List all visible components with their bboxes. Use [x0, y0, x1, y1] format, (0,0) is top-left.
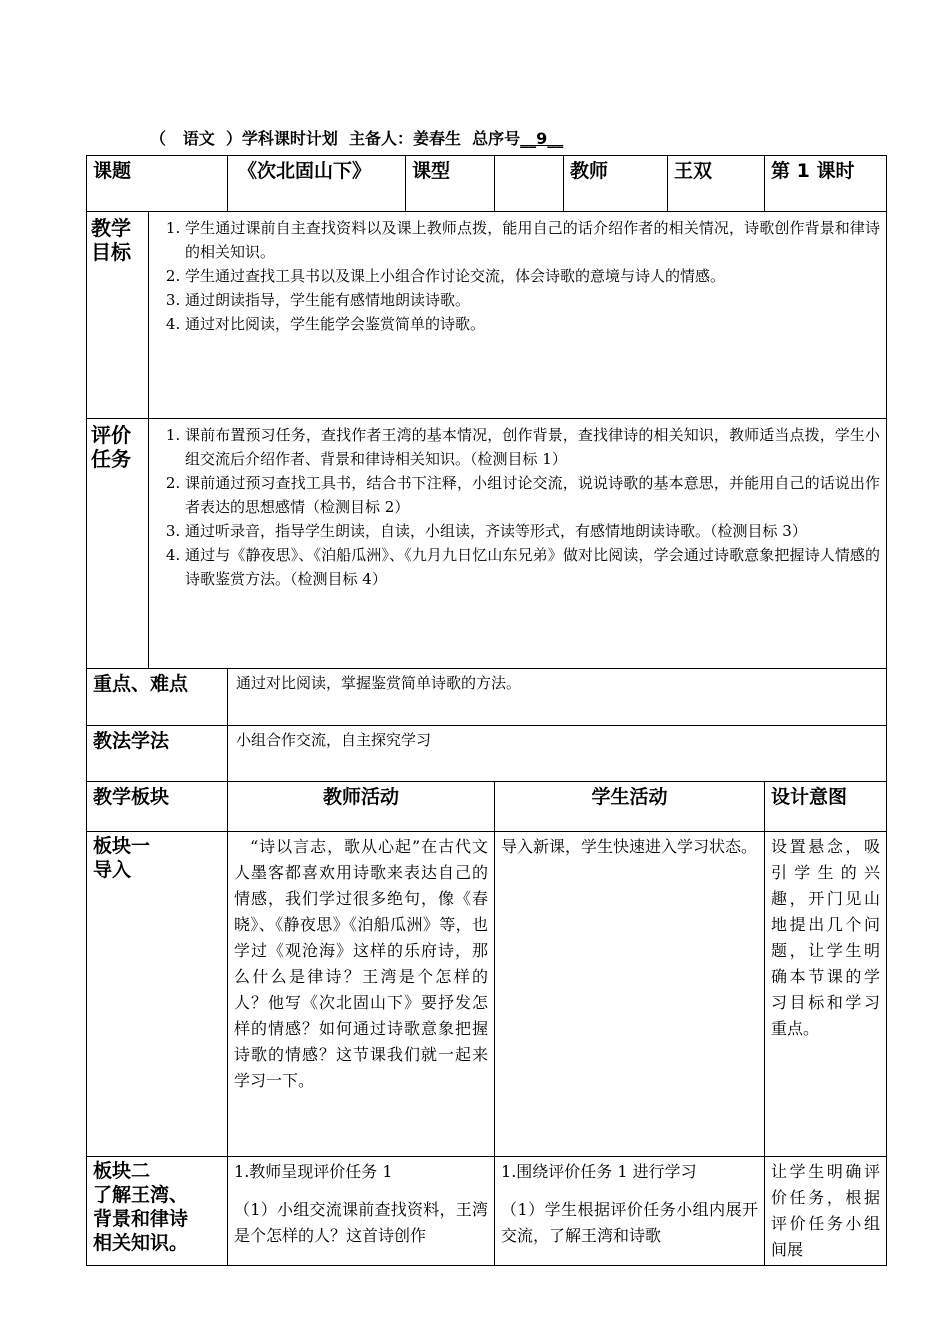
- method-value: 小组合作交流，自主探究学习: [228, 726, 887, 782]
- goals-label: 教学目标: [87, 212, 149, 419]
- task-item: 4. 通过与《静夜思》、《泊船瓜洲》、《九月九日忆山东兄弟》做对比阅读，学会通过诗歌意象把握诗人情感的诗歌鉴赏方法。（检测目标 4）: [185, 543, 880, 591]
- col-student-header: 学生活动: [495, 782, 765, 832]
- block-two-subtitle: 了解王湾、: [93, 1184, 189, 1206]
- student-step: 1.围绕评价任务 1 进行学习: [501, 1162, 697, 1181]
- block-one-row: [87, 832, 887, 1157]
- block-two-name: [87, 1157, 228, 1266]
- type-label: 课型: [406, 156, 495, 212]
- task-item: 1. 课前布置预习任务，查找作者王湾的基本情况，创作背景，查找律诗的相关知识，教师适当点拨，学生小组交流后介绍作者、背景和律诗相关知识。（检测目标 1）: [185, 423, 880, 471]
- goal-item: 3. 通过朗读指导，学生能有感情地朗读诗歌。: [185, 288, 880, 312]
- goals-content: [149, 212, 887, 419]
- header-prefix: （ 语文 ）学科课时计划 主备人：姜春生 总序号: [150, 129, 521, 148]
- task-item: 2. 课前通过预习查找工具书，结合书下注释，小组讨论交流，说说诗歌的基本意思，并能用自己的话说出作者表达的思想感情（检测目标 2）: [185, 471, 880, 519]
- block-one-student: 导入新课，学生快速进入学习状态。: [495, 832, 765, 1157]
- tasks-content: [149, 419, 887, 669]
- teacher-step: （1）小组交流课前查找资料，王湾是个怎样的人？这首诗创作: [234, 1200, 489, 1245]
- col-block-header: 教学板块: [87, 782, 228, 832]
- goal-item: 4. 通过对比阅读，学生能学会鉴赏简单的诗歌。: [185, 312, 880, 336]
- block-two-intent: 让学生明确评价任务，根据评价任务小组间展: [765, 1157, 887, 1266]
- goal-item: 2. 学生通过查找工具书以及课上小组合作讨论交流，体会诗歌的意境与诗人的情感。: [185, 264, 880, 288]
- sequence-number: __9__: [520, 129, 564, 148]
- tasks-label: 评价任务: [87, 419, 149, 669]
- block-two-subtitle: 背景和律诗: [93, 1208, 189, 1230]
- method-row: [87, 726, 887, 782]
- col-intent-header: 设计意图: [765, 782, 887, 832]
- key-points-row: [87, 669, 887, 726]
- lesson-number: 第 1 课时: [765, 156, 887, 212]
- block-one-title: 板块一: [93, 835, 151, 857]
- header-row: [87, 156, 887, 212]
- block-two-title: 板块二: [93, 1160, 151, 1182]
- lesson-plan-table: [86, 155, 887, 1266]
- col-teacher-header: 教师活动: [228, 782, 495, 832]
- document-header: [150, 126, 563, 149]
- goal-item: 1. 学生通过课前自主查找资料以及课上教师点拨，能用自己的话介绍作者的相关情况，诗歌创作背景和律诗的相关知识。: [185, 216, 880, 264]
- teacher-label: 教师: [564, 156, 668, 212]
- student-step: （1）学生根据评价任务小组内展开交流，了解王湾和诗歌: [501, 1200, 759, 1245]
- block-two-student: [495, 1157, 765, 1266]
- block-two-subtitle: 相关知识。: [93, 1232, 189, 1254]
- goals-row: [87, 212, 887, 419]
- block-one-intent: 设置悬念，吸引学生的兴趣，开门见山地提出几个问题，让学生明确本节课的学习目标和学习重点。: [765, 832, 887, 1157]
- block-one-name: [87, 832, 228, 1157]
- block-one-subtitle: 导入: [93, 859, 132, 881]
- topic-label: 课题: [87, 156, 228, 212]
- task-item: 3. 通过听录音，指导学生朗读，自读，小组读，齐读等形式，有感情地朗读诗歌。（检测目标 3）: [185, 519, 880, 543]
- method-label: 教法学法: [87, 726, 228, 782]
- block-two-teacher: [228, 1157, 495, 1266]
- key-points-value: 通过对比阅读，掌握鉴赏简单诗歌的方法。: [228, 669, 887, 726]
- tasks-row: [87, 419, 887, 669]
- teacher-step: 1.教师呈现评价任务 1: [234, 1162, 393, 1181]
- block-two-row: [87, 1157, 887, 1266]
- topic-value: 《次北固山下》: [228, 156, 406, 212]
- activity-header-row: [87, 782, 887, 832]
- teacher-value: 王双: [668, 156, 765, 212]
- block-one-teacher: “诗以言志，歌从心起”在古代文人墨客都喜欢用诗歌来表达自己的情感，我们学过很多绝句，像《春晓》、《静夜思》《泊船瓜洲》等，也学过《观沧海》这样的乐府诗，那么什么是律诗？王湾是个怎样的人？他写《次北固山下》要抒发怎样的情感？如何通过诗歌意象把握诗歌的情感？这节课我们就一起来学习一下。: [228, 832, 495, 1157]
- key-points-label: 重点、难点: [87, 669, 228, 726]
- type-value: [495, 156, 564, 212]
